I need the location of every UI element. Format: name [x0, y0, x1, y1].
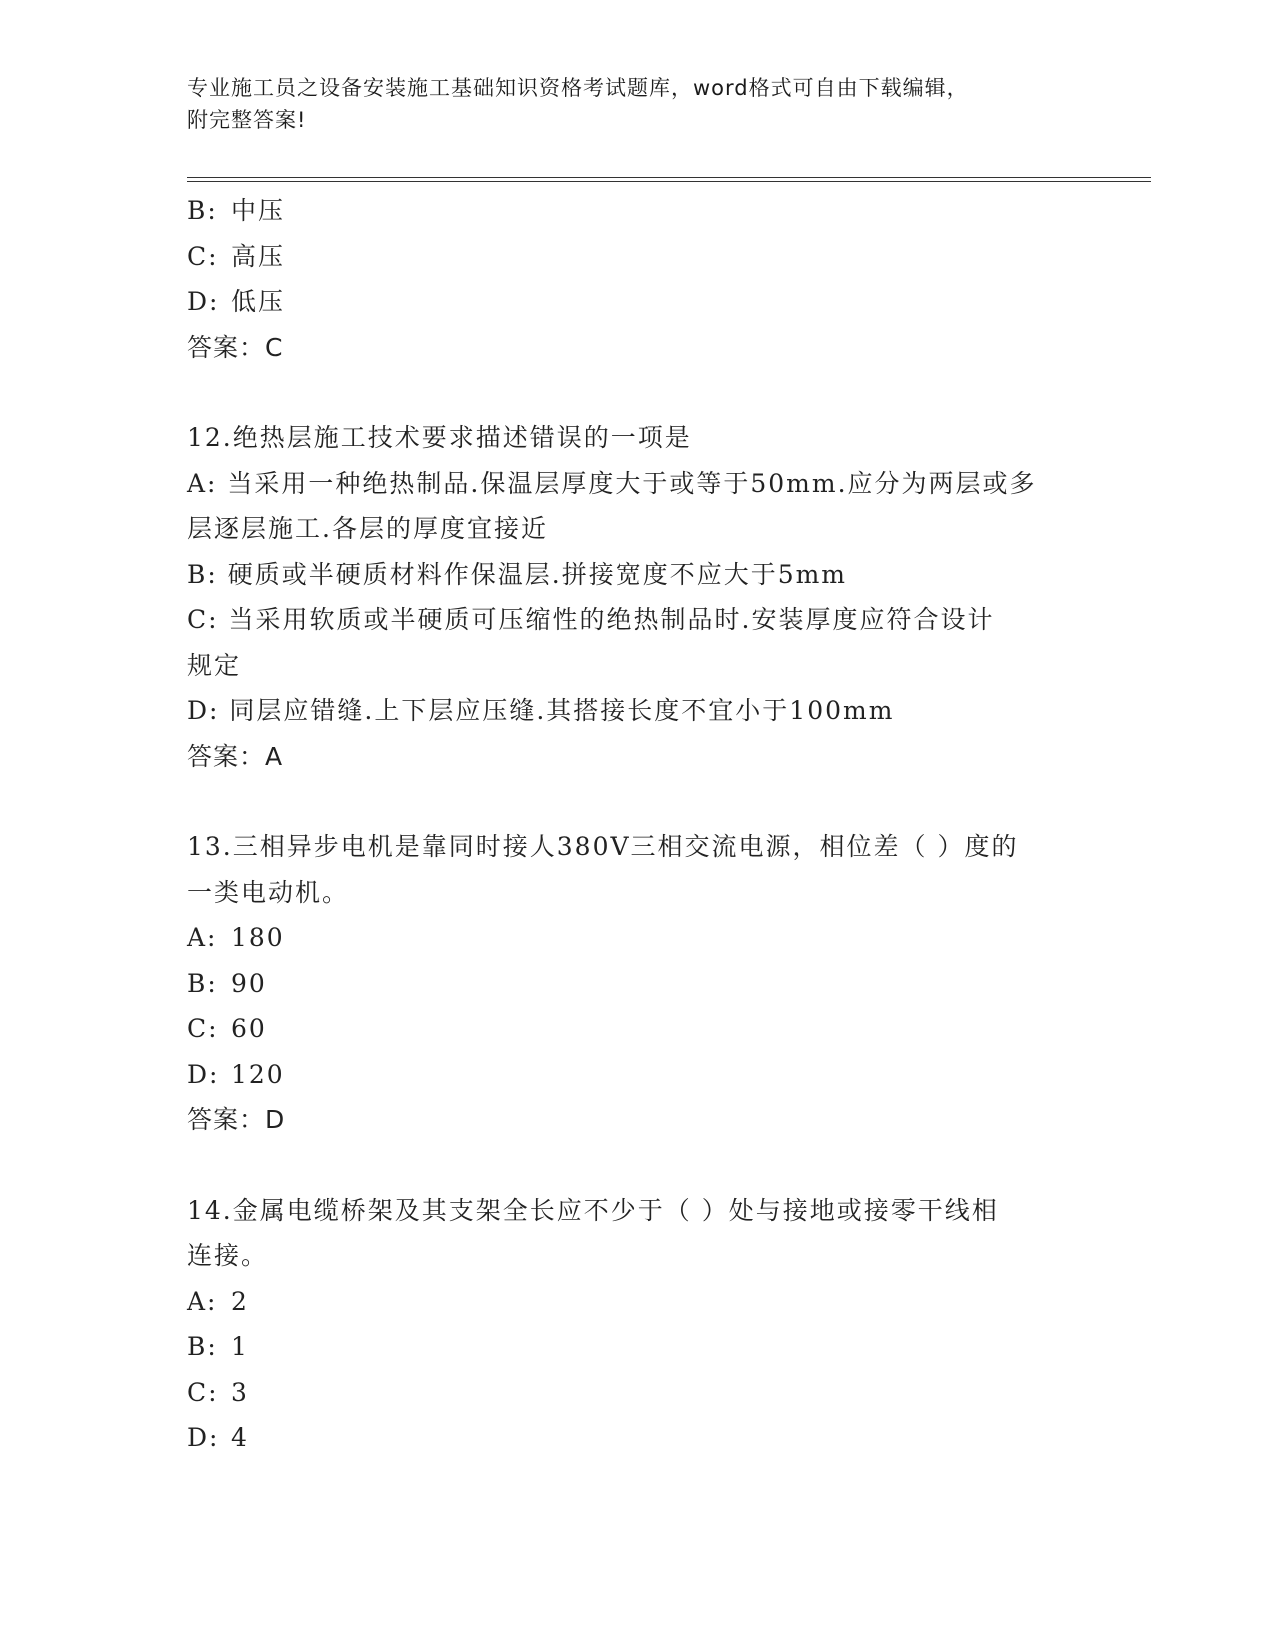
question-12	[187, 415, 1087, 779]
answer-line: 答案：C	[187, 332, 284, 362]
option-text: 120	[231, 1059, 285, 1089]
option-c-line-2: 规定	[187, 650, 242, 680]
option-label: B:	[187, 968, 218, 998]
option-text: 3	[231, 1377, 249, 1407]
answer-line: 答案：D	[187, 1105, 286, 1134]
option-c-line-1: C: 当采用软质或半硬质可压缩性的绝热制品时.安装厚度应符合设计	[187, 605, 995, 634]
option-a-line-2: 层逐层施工.各层的厚度宜接近	[187, 514, 548, 543]
option-label: D:	[187, 287, 220, 316]
option-label: B:	[187, 196, 218, 225]
question-text-line-2: 连接。	[187, 1241, 269, 1270]
question-text: 12.绝热层施工技术要求描述错误的一项是	[187, 423, 692, 452]
option-text: 1	[231, 1332, 249, 1361]
option-text: 中压	[231, 196, 286, 225]
option-b	[187, 1324, 1087, 1370]
option-c	[187, 1006, 1087, 1052]
option-label: C:	[187, 1377, 219, 1407]
option-text: 180	[231, 923, 285, 952]
option-label: D:	[187, 1423, 220, 1452]
question-14	[187, 1188, 1087, 1461]
option-text: 60	[231, 1014, 267, 1043]
answer-line: 答案：A	[187, 741, 284, 771]
header-divider-bottom	[187, 181, 1151, 182]
option-text: 90	[231, 968, 267, 998]
question-text-line-1: 13.三相异步电机是靠同时接人380V三相交流电源，相位差（ ）度的	[187, 832, 1019, 861]
option-b	[187, 961, 1087, 1007]
option-d	[187, 1415, 1087, 1461]
option-label: B:	[187, 1332, 218, 1361]
option-label: D:	[187, 1059, 220, 1089]
document-header	[187, 72, 1087, 136]
question-13	[187, 824, 1087, 1143]
spacer	[187, 1143, 1087, 1188]
option-text: 4	[231, 1423, 249, 1452]
header-title-line-2: 附完整答案!	[187, 108, 307, 132]
option-b	[187, 188, 1087, 234]
option-d: D: 同层应错缝.上下层应压缝.其搭接长度不宜小于100mm	[187, 696, 895, 725]
question-text-line-1: 14.金属电缆桥架及其支架全长应不少于（ ）处与接地或接零干线相	[187, 1195, 999, 1225]
spacer	[187, 370, 1087, 415]
option-text: 高压	[231, 241, 286, 271]
option-label: A:	[187, 1286, 218, 1316]
option-b: B: 硬质或半硬质材料作保温层.拼接宽度不应大于5mm	[187, 559, 848, 589]
header-title-line-1: 专业施工员之设备安装施工基础知识资格考试题库，word格式可自由下载编辑，	[187, 76, 969, 100]
option-text: 低压	[231, 287, 286, 316]
option-a	[187, 1279, 1087, 1325]
question-11	[187, 188, 1087, 370]
option-a-line-1: A: 当采用一种绝热制品.保温层厚度大于或等于50mm.应分为两层或多	[187, 468, 1037, 498]
option-d	[187, 279, 1087, 325]
option-d	[187, 1052, 1087, 1098]
header-divider-top	[187, 177, 1151, 178]
question-list	[187, 188, 1087, 1461]
option-c	[187, 234, 1087, 280]
option-label: A:	[187, 923, 218, 952]
option-a	[187, 915, 1087, 961]
option-c	[187, 1370, 1087, 1416]
question-text-line-2: 一类电动机。	[187, 877, 350, 907]
spacer	[187, 779, 1087, 824]
option-text: 2	[231, 1286, 249, 1316]
option-label: C:	[187, 1014, 219, 1043]
option-label: C:	[187, 241, 219, 271]
